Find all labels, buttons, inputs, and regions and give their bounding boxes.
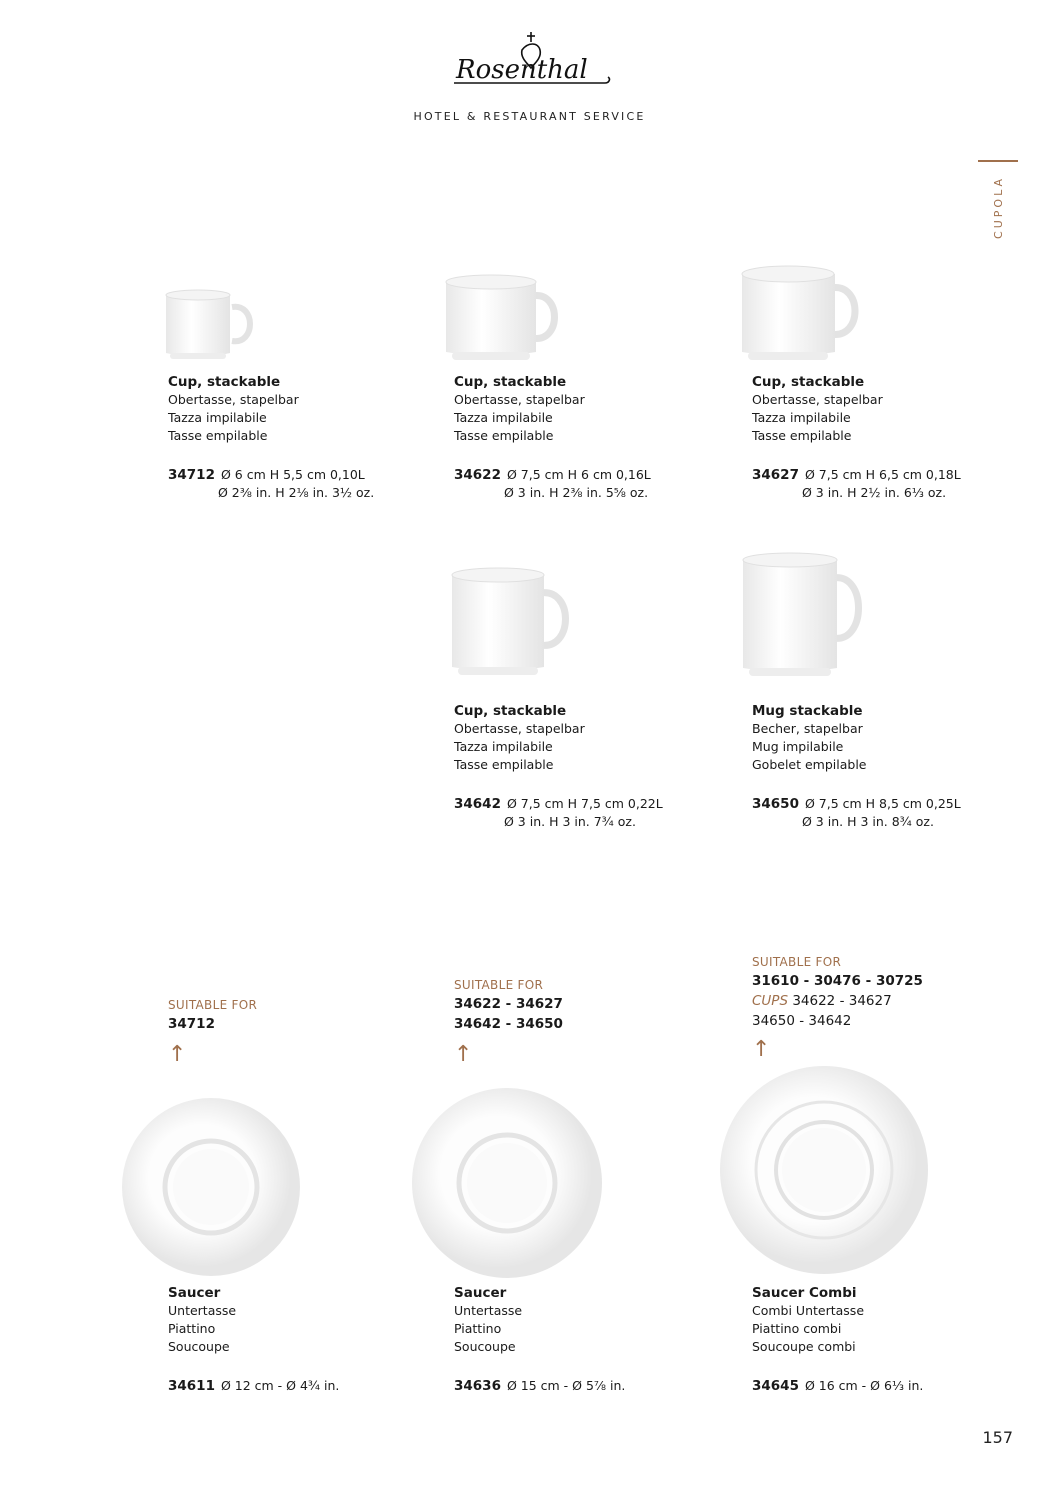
product-title: Cup, stackable xyxy=(752,374,865,390)
product-title: Saucer xyxy=(454,1285,507,1301)
cup-34712-image xyxy=(160,285,265,365)
saucer-34645-image xyxy=(718,1064,930,1276)
item-code: 34627 xyxy=(752,467,799,483)
product-de: Obertasse, stapelbar xyxy=(454,392,585,407)
product-fr: Tasse empilable xyxy=(454,428,554,443)
item-code: 34636 xyxy=(454,1378,501,1394)
product-it: Tazza impilabile xyxy=(752,410,851,425)
spec-34636 xyxy=(454,1377,625,1395)
saucer-34611-image xyxy=(120,1096,302,1278)
suitable-codes: 31610 - 30476 - 30725 xyxy=(752,973,923,989)
rosenthal-logo xyxy=(440,28,620,94)
spec-34712 xyxy=(168,466,374,502)
product-fr: Tasse empilable xyxy=(454,757,554,772)
product-title: Cup, stackable xyxy=(168,374,281,390)
product-title: Cup, stackable xyxy=(454,703,567,719)
suitable-label: SUITABLE FOR xyxy=(168,998,258,1012)
arrow-up-icon: ↑ xyxy=(168,1042,187,1067)
arrow-up-icon: ↑ xyxy=(454,1042,473,1067)
product-title: Mug stackable xyxy=(752,703,863,719)
product-34650 xyxy=(752,702,867,774)
cups-label: CUPS xyxy=(752,993,789,1009)
product-34645 xyxy=(752,1284,864,1356)
logo-wordmark: Rosenthal xyxy=(456,55,588,85)
spec-34645 xyxy=(752,1377,923,1395)
product-34622 xyxy=(454,373,585,445)
spec-metric: Ø 7,5 cm H 6,5 cm 0,18L xyxy=(804,467,961,482)
product-fr: Gobelet empilable xyxy=(752,757,867,772)
spec-imperial: Ø 3 in. H 3 in. 8¾ oz. xyxy=(802,814,934,829)
product-34636 xyxy=(454,1284,522,1356)
product-de: Obertasse, stapelbar xyxy=(752,392,883,407)
product-it: Piattino xyxy=(454,1321,502,1336)
spec-metric: Ø 15 cm - Ø 5⅞ in. xyxy=(506,1378,626,1393)
spec-metric: Ø 7,5 cm H 6 cm 0,16L xyxy=(506,467,651,482)
arrow-up-icon: ↑ xyxy=(752,1037,771,1062)
suitable-for-34611 xyxy=(168,996,257,1066)
product-it: Tazza impilabile xyxy=(454,739,553,754)
suitable-codes: 34712 xyxy=(168,1016,215,1032)
suitable-codes: 34622 - 34627 xyxy=(454,996,563,1012)
item-code: 34611 xyxy=(168,1378,215,1394)
spec-imperial: Ø 3 in. H 2⅜ in. 5⅝ oz. xyxy=(504,485,649,500)
spec-metric: Ø 6 cm H 5,5 cm 0,10L xyxy=(220,467,365,482)
item-code: 34645 xyxy=(752,1378,799,1394)
spec-metric: Ø 7,5 cm H 7,5 cm 0,22L xyxy=(506,796,663,811)
product-de: Obertasse, stapelbar xyxy=(454,721,585,736)
spec-34622 xyxy=(454,466,651,502)
side-divider xyxy=(978,160,1018,162)
product-34642 xyxy=(454,702,585,774)
product-34712 xyxy=(168,373,299,445)
saucer-34636-image xyxy=(410,1086,604,1280)
product-34611 xyxy=(168,1284,236,1356)
suitable-codes: 34642 - 34650 xyxy=(454,1016,563,1032)
spec-metric: Ø 7,5 cm H 8,5 cm 0,25L xyxy=(804,796,961,811)
product-title: Cup, stackable xyxy=(454,374,567,390)
tagline: HOTEL & RESTAURANT SERVICE xyxy=(413,110,646,123)
spec-imperial: Ø 3 in. H 2½ in. 6⅓ oz. xyxy=(802,485,947,500)
spec-34650 xyxy=(752,795,961,831)
spec-imperial: Ø 2⅜ in. H 2⅛ in. 3½ oz. xyxy=(218,485,375,500)
item-code: 34622 xyxy=(454,467,501,483)
suitable-label: SUITABLE FOR xyxy=(454,978,544,992)
spec-34642 xyxy=(454,795,663,831)
product-it: Mug impilabile xyxy=(752,739,844,754)
cups-codes: 34650 - 34642 xyxy=(752,1013,852,1029)
product-fr: Soucoupe xyxy=(454,1339,516,1354)
product-de: Untertasse xyxy=(168,1303,237,1318)
spec-34627 xyxy=(752,466,961,502)
product-de: Combi Untertasse xyxy=(752,1303,865,1318)
product-de: Untertasse xyxy=(454,1303,523,1318)
product-it: Tazza impilabile xyxy=(168,410,267,425)
suitable-label: SUITABLE FOR xyxy=(752,955,842,969)
item-code: 34642 xyxy=(454,796,501,812)
product-it: Piattino combi xyxy=(752,1321,842,1336)
product-fr: Soucoupe combi xyxy=(752,1339,856,1354)
item-code: 34712 xyxy=(168,467,215,483)
collection-label: CUPOLA xyxy=(992,176,1005,239)
suitable-for-34636 xyxy=(454,976,563,1066)
product-it: Tazza impilabile xyxy=(454,410,553,425)
item-code: 34650 xyxy=(752,796,799,812)
suitable-for-34645 xyxy=(752,953,923,1061)
page-number: 157 xyxy=(982,1428,1013,1447)
product-title: Saucer xyxy=(168,1285,221,1301)
product-fr: Soucoupe xyxy=(168,1339,230,1354)
spec-imperial: Ø 3 in. H 3 in. 7¾ oz. xyxy=(504,814,636,829)
product-fr: Tasse empilable xyxy=(168,428,268,443)
product-title: Saucer Combi xyxy=(752,1285,857,1301)
product-34627 xyxy=(752,373,883,445)
product-fr: Tasse empilable xyxy=(752,428,852,443)
product-de: Obertasse, stapelbar xyxy=(168,392,299,407)
cups-codes: 34622 - 34627 xyxy=(792,993,892,1009)
spec-34611 xyxy=(168,1377,339,1395)
spec-metric: Ø 12 cm - Ø 4¾ in. xyxy=(220,1378,340,1393)
product-it: Piattino xyxy=(168,1321,216,1336)
product-de: Becher, stapelbar xyxy=(752,721,863,736)
spec-metric: Ø 16 cm - Ø 6⅓ in. xyxy=(804,1378,924,1393)
